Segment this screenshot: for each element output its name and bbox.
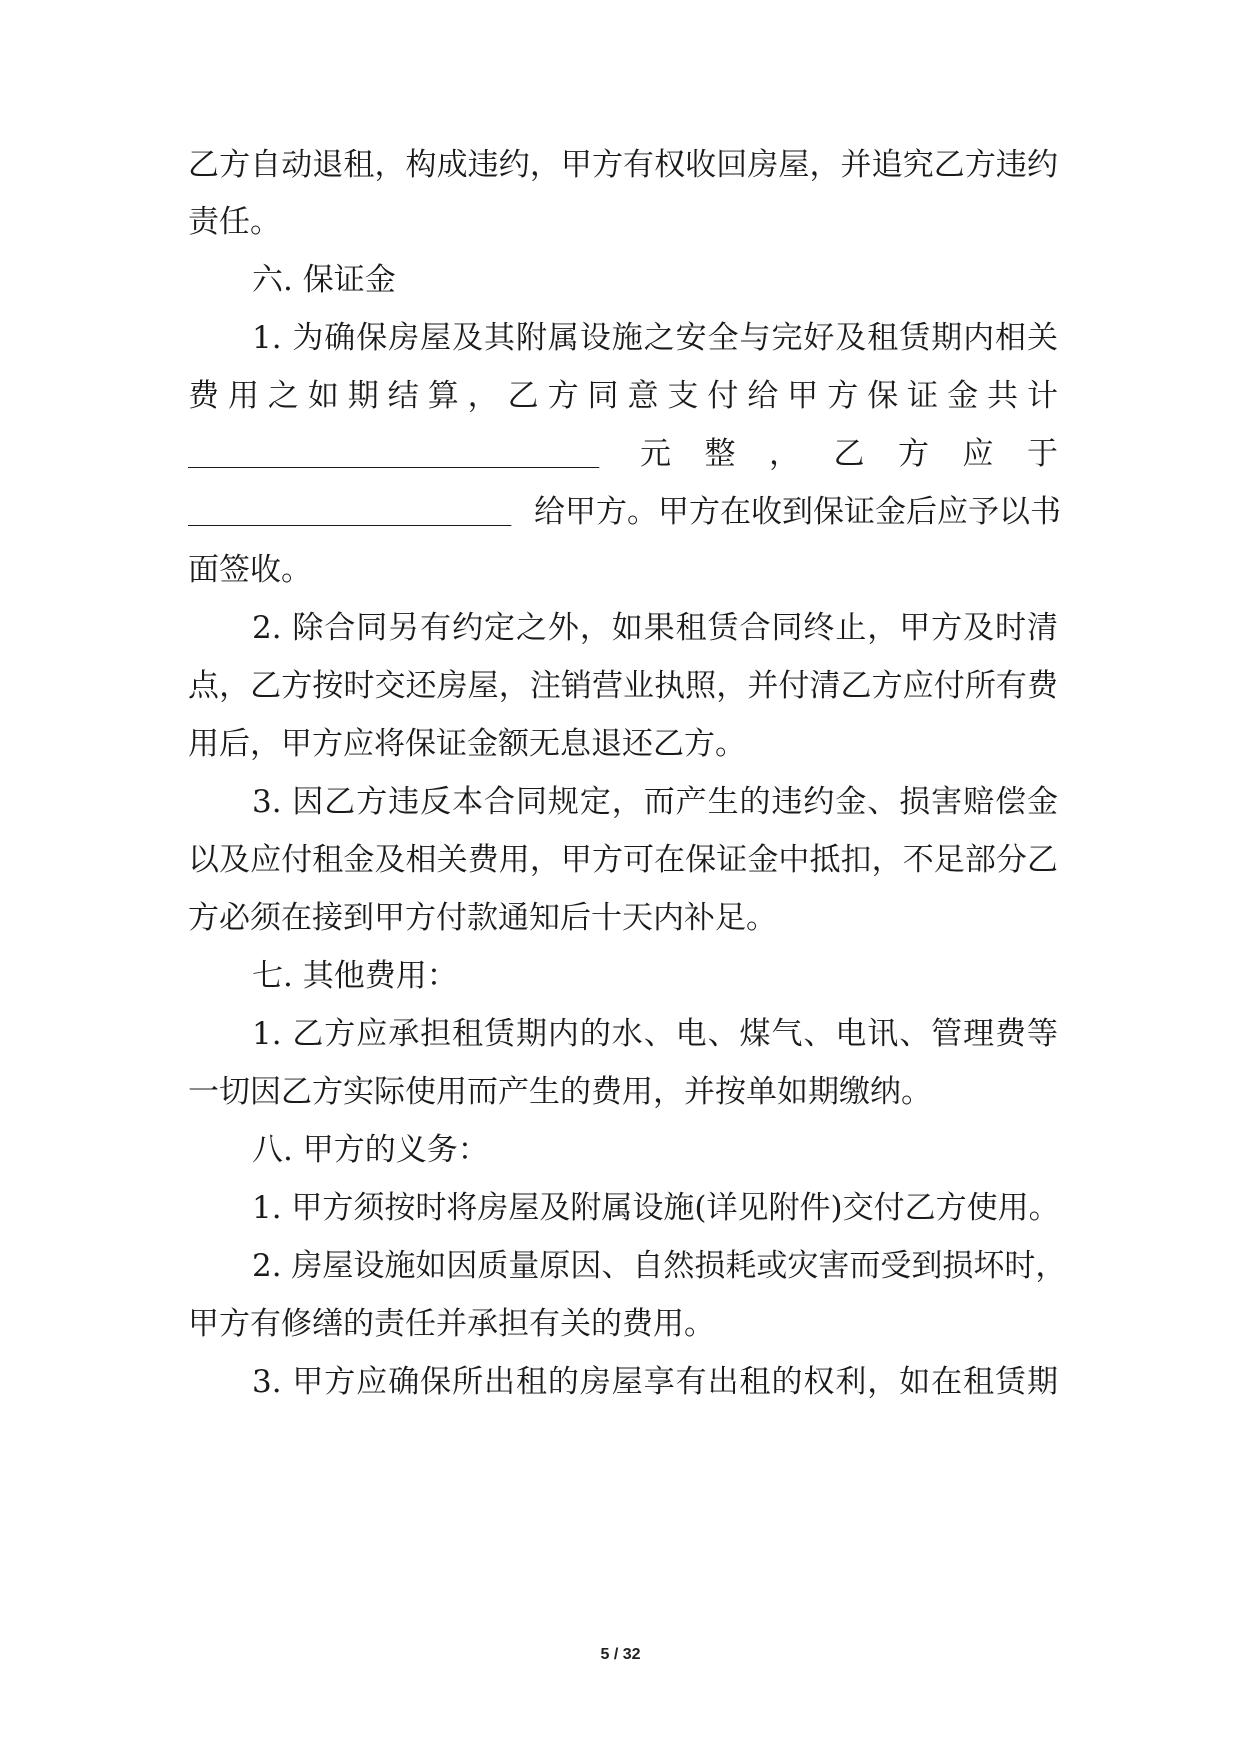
spread-char: 于	[1027, 436, 1058, 472]
spread-char: ，	[769, 436, 800, 472]
paragraph-line: 方必须在接到甲方付款通知后十天内补足。	[188, 900, 777, 936]
paragraph-line: 1. 为确保房屋及其附属设施之安全与完好及租赁期内相关	[252, 320, 1058, 356]
paragraph-line: 3. 因乙方违反本合同规定，而产生的违约金、损害赔偿金	[252, 784, 1058, 820]
deposit-amount-line	[188, 424, 1058, 484]
page-number: 5 / 32	[600, 1646, 641, 1663]
spread-char: 方	[898, 436, 929, 472]
paragraph-line: 面签收。	[188, 552, 312, 588]
paragraph-line: 3. 甲方应确保所出租的房屋享有出租的权利，如在租赁期	[252, 1364, 1058, 1400]
section-heading: 七. 其他费用：	[252, 958, 458, 994]
paragraph-line: 用后，甲方应将保证金额无息退还乙方。	[188, 726, 746, 762]
section-heading: 八. 甲方的义务：	[252, 1132, 489, 1168]
spread-char: 元	[640, 436, 671, 472]
paragraph-line: 一切因乙方实际使用而产生的费用，并按单如期缴纳。	[188, 1074, 932, 1110]
deposit-date-line	[188, 482, 1061, 542]
paragraph-line: 乙方自动退租，构成违约，甲方有权收回房屋，并追究乙方违约	[188, 147, 1058, 183]
section-heading: 六. 保证金	[252, 262, 396, 298]
deposit-amount-text	[640, 424, 1058, 484]
spread-char: 乙	[833, 436, 865, 472]
spread-char: 应	[962, 436, 994, 472]
deposit-date-blank: ______________________	[188, 497, 511, 527]
deposit-date-text: 给甲方。甲方在收到保证金后应予以书	[534, 494, 1061, 530]
paragraph-line: 1. 甲方须按时将房屋及附属设施(详见附件)交付乙方使用。	[252, 1190, 1060, 1226]
paragraph-line: 以及应付租金及相关费用，甲方可在保证金中抵扣，不足部分乙	[188, 842, 1058, 878]
spread-char: 整	[704, 436, 736, 472]
paragraph-line: 点，乙方按时交还房屋，注销营业执照，并付清乙方应付所有费	[188, 668, 1058, 704]
paragraph-line: 费用之如期结算，乙方同意支付给甲方保证金共计	[188, 378, 1058, 414]
paragraph-line: 2. 房屋设施如因质量原因、自然损耗或灾害而受到损坏时，	[252, 1248, 1067, 1284]
paragraph-line: 1. 乙方应承担租赁期内的水、电、煤气、电讯、管理费等	[252, 1016, 1058, 1052]
deposit-amount-blank: ____________________________	[188, 439, 599, 469]
paragraph-line: 2. 除合同另有约定之外，如果租赁合同终止，甲方及时清	[252, 610, 1058, 646]
paragraph-line: 责任。	[188, 204, 281, 240]
paragraph-line: 甲方有修缮的责任并承担有关的费用。	[188, 1306, 715, 1342]
